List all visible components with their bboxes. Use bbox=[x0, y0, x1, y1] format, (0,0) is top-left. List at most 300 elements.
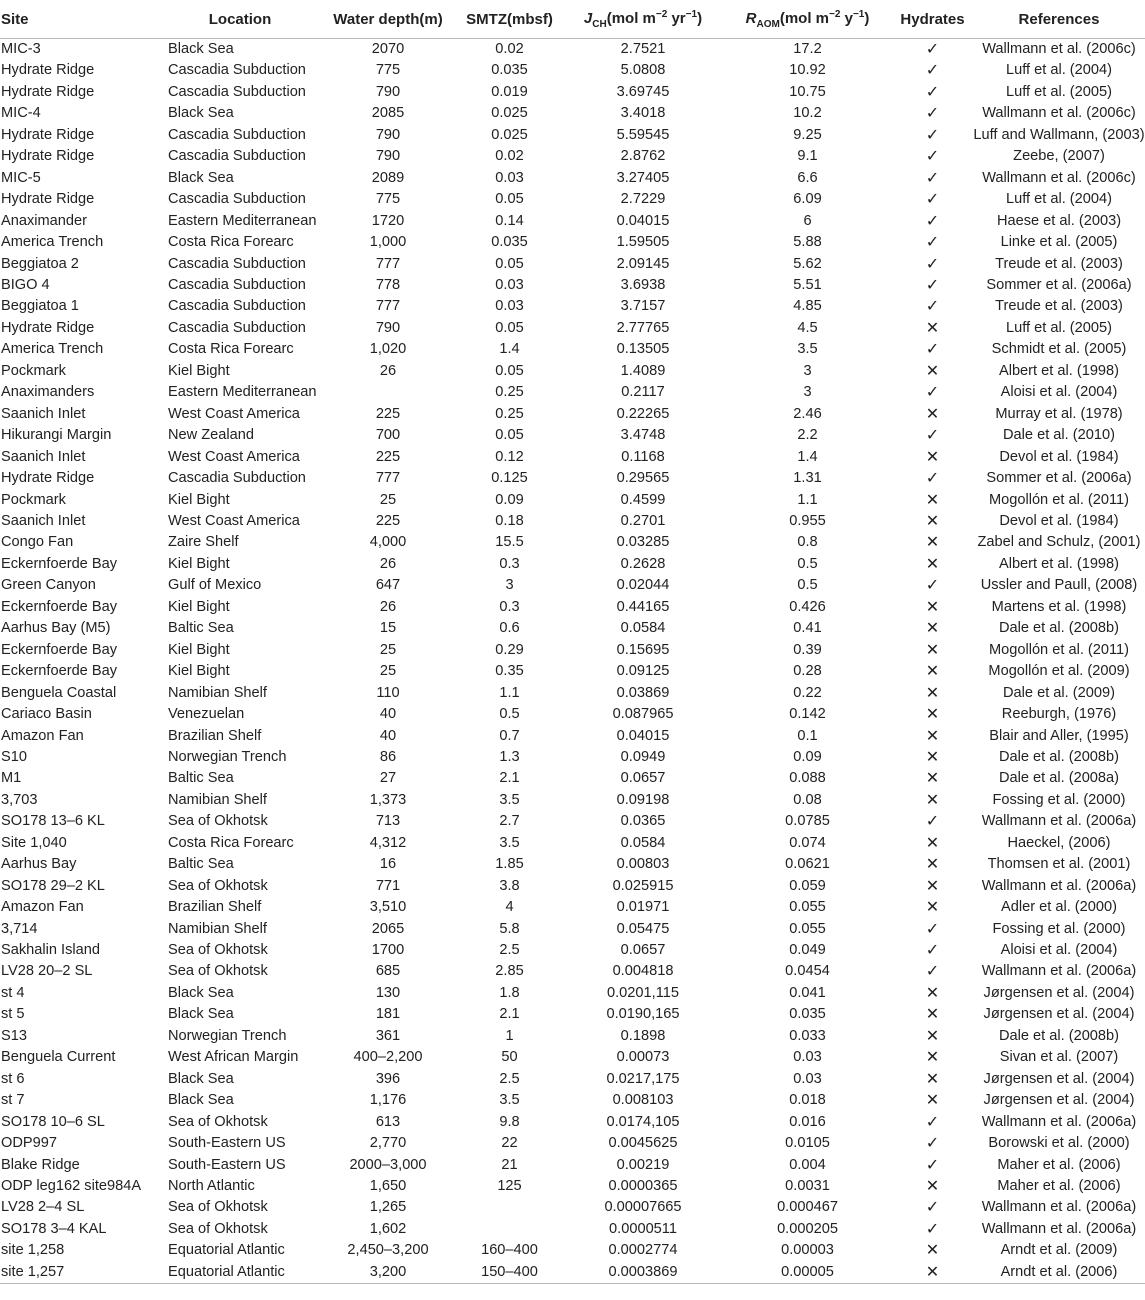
cell-raom: 0.041 bbox=[789, 984, 826, 1001]
cell-location: Brazilian Shelf bbox=[168, 727, 262, 744]
header-references: References bbox=[973, 0, 1145, 39]
cell-hydrates: ✓ bbox=[925, 1220, 940, 1238]
cell-jch: 0.087965 bbox=[612, 706, 674, 723]
cell-raom: 10.92 bbox=[789, 62, 826, 79]
cell-location: Black Sea bbox=[168, 1006, 234, 1023]
cell-jch: 0.025915 bbox=[612, 877, 674, 894]
cell-water-depth: 130 bbox=[375, 984, 401, 1001]
cell-reference: Reeburgh, (1976) bbox=[1001, 706, 1117, 723]
table-row bbox=[0, 1004, 1145, 1025]
table-row bbox=[0, 940, 1145, 961]
cell-location: West African Margin bbox=[168, 1049, 299, 1066]
cell-jch: 0.0949 bbox=[620, 748, 666, 765]
cell-location: Sea of Okhotsk bbox=[168, 1113, 268, 1130]
cell-raom: 0.033 bbox=[789, 1027, 826, 1044]
cell-location: Baltic Sea bbox=[168, 770, 234, 787]
cell-reference: Zeebe, (2007) bbox=[1013, 148, 1105, 165]
table-row bbox=[0, 854, 1145, 875]
cell-site: Aarhus Bay (M5) bbox=[1, 620, 111, 637]
table-row bbox=[0, 232, 1145, 253]
cell-smtz: 1.4 bbox=[499, 341, 520, 358]
cell-reference: Wallmann et al. (2006c) bbox=[982, 169, 1136, 186]
cell-water-depth: 1700 bbox=[371, 942, 405, 959]
cell-reference: Wallmann et al. (2006c) bbox=[982, 105, 1136, 122]
cell-jch: 2.8762 bbox=[620, 148, 666, 165]
cell-raom: 6 bbox=[803, 212, 812, 229]
cell-smtz: 0.05 bbox=[495, 191, 524, 208]
cell-raom: 0.0621 bbox=[785, 856, 830, 873]
cell-reference: Sommer et al. (2006a) bbox=[986, 470, 1132, 487]
cell-jch: 0.22265 bbox=[616, 405, 670, 422]
cell-site: America Trench bbox=[1, 341, 104, 358]
cell-smtz: 0.35 bbox=[495, 663, 524, 680]
cell-hydrates: ✓ bbox=[925, 341, 940, 359]
cell-raom: 0.1 bbox=[797, 727, 818, 744]
table-row bbox=[0, 361, 1145, 382]
cell-location: Cascadia Subduction bbox=[168, 319, 306, 336]
cell-water-depth bbox=[320, 382, 456, 403]
cell-reference: Luff et al. (2004) bbox=[1005, 191, 1112, 208]
cell-hydrates: ✓ bbox=[925, 942, 940, 960]
cell-site: Green Canyon bbox=[1, 577, 96, 594]
cell-smtz: 0.02 bbox=[495, 41, 524, 57]
cell-jch: 0.0201,115 bbox=[607, 984, 679, 1001]
cell-location: Norwegian Trench bbox=[168, 1027, 287, 1044]
cell-water-depth: 86 bbox=[379, 748, 397, 765]
cell-smtz bbox=[456, 1219, 563, 1240]
cell-hydrates: ✕ bbox=[925, 899, 940, 917]
cell-jch: 0.2628 bbox=[620, 555, 666, 572]
cell-raom: 5.88 bbox=[793, 234, 822, 251]
cell-jch: 0.04015 bbox=[616, 212, 670, 229]
cell-hydrates: ✕ bbox=[925, 856, 940, 874]
cell-reference: Luff et al. (2005) bbox=[1005, 83, 1112, 100]
cell-hydrates: ✕ bbox=[925, 1178, 940, 1196]
table-row bbox=[0, 39, 1145, 61]
cell-location: Gulf of Mexico bbox=[168, 577, 262, 594]
cell-site: Beggiatoa 2 bbox=[1, 255, 79, 272]
cell-hydrates: ✓ bbox=[925, 1156, 940, 1174]
cell-water-depth: 775 bbox=[375, 62, 401, 79]
cell-water-depth: 27 bbox=[379, 770, 397, 787]
cell-raom: 0.03 bbox=[793, 1070, 822, 1087]
cell-hydrates: ✕ bbox=[925, 834, 940, 852]
cell-reference: Schmidt et al. (2005) bbox=[991, 341, 1127, 358]
cell-location: Eastern Mediterranean bbox=[168, 384, 317, 401]
cell-hydrates: ✕ bbox=[925, 598, 940, 616]
cell-jch: 5.0808 bbox=[620, 62, 666, 79]
header-raom: $R_{AOM}(mol$ $m^{-2}$ $y^{-1}$) bbox=[723, 0, 892, 39]
cell-smtz: 3 bbox=[505, 577, 514, 594]
cell-reference: Zabel and Schulz, (2001) bbox=[977, 534, 1141, 551]
cell-location: Baltic Sea bbox=[168, 620, 234, 637]
cell-hydrates: ✓ bbox=[925, 148, 940, 166]
cell-jch: 0.0365 bbox=[620, 813, 666, 830]
cell-jch: 0.0000511 bbox=[609, 1220, 677, 1237]
cell-site: 3,703 bbox=[1, 791, 38, 808]
cell-jch: 0.0174,105 bbox=[606, 1113, 680, 1130]
header-jch: $J_{CH}(mol$ $m^{-2}$ $yr^{-1}$) bbox=[563, 0, 723, 39]
cell-site: SO178 13–6 KL bbox=[1, 813, 105, 830]
cell-raom: 10.2 bbox=[793, 105, 822, 122]
table-row bbox=[0, 532, 1145, 553]
cell-smtz: 0.019 bbox=[491, 83, 528, 100]
table-row bbox=[0, 1026, 1145, 1047]
cell-water-depth: 1,650 bbox=[369, 1178, 407, 1195]
cell-raom: 0.000467 bbox=[777, 1199, 838, 1216]
cell-raom: 0.41 bbox=[793, 620, 822, 637]
cell-site: site 1,257 bbox=[0, 1262, 160, 1284]
cell-location: Zaire Shelf bbox=[168, 534, 239, 551]
cell-water-depth: 110 bbox=[376, 684, 400, 701]
cell-water-depth: 1,020 bbox=[369, 341, 407, 358]
cell-location: South-Eastern US bbox=[168, 1156, 286, 1173]
cell-smtz: 0.09 bbox=[495, 491, 524, 508]
cell-hydrates: ✓ bbox=[925, 83, 940, 101]
cell-location: Cascadia Subduction bbox=[168, 276, 306, 293]
cell-water-depth: 713 bbox=[375, 813, 401, 830]
table-row bbox=[0, 296, 1145, 317]
cell-hydrates: ✕ bbox=[925, 512, 940, 530]
cell-smtz: 2.5 bbox=[499, 1070, 520, 1087]
cell-site: SO178 29–2 KL bbox=[1, 877, 105, 894]
header-smtz: SMTZ(mbsf) bbox=[456, 0, 563, 39]
cell-hydrates: ✓ bbox=[925, 169, 940, 187]
cell-jch: 0.03285 bbox=[616, 534, 670, 551]
cell-raom: 0.09 bbox=[793, 748, 822, 765]
cell-jch: 0.1898 bbox=[620, 1027, 666, 1044]
cell-site: ODP997 bbox=[1, 1135, 57, 1152]
cell-site: LV28 2–4 SL bbox=[1, 1199, 85, 1216]
cell-raom: 3 bbox=[803, 362, 812, 379]
table-row bbox=[0, 1155, 1145, 1176]
table-row bbox=[0, 747, 1145, 768]
header-hydrates: Hydrates bbox=[892, 0, 973, 39]
cell-jch: 0.09125 bbox=[616, 663, 670, 680]
cell-jch: 0.4599 bbox=[620, 491, 666, 508]
cell-jch: 0.01971 bbox=[616, 899, 670, 916]
cell-reference: Arndt et al. (2009) bbox=[1000, 1242, 1118, 1259]
header-site: Site bbox=[0, 0, 160, 39]
cell-jch: 0.00007665 bbox=[604, 1199, 682, 1216]
cell-smtz: 1.85 bbox=[495, 856, 524, 873]
cell-smtz: 125 bbox=[497, 1178, 522, 1195]
cell-site: Congo Fan bbox=[1, 534, 74, 551]
cell-site: Anaximander bbox=[1, 212, 87, 229]
cell-smtz: 0.03 bbox=[495, 169, 524, 186]
cell-hydrates: ✕ bbox=[925, 1070, 940, 1088]
cell-water-depth: 2000–3,000 bbox=[349, 1156, 427, 1173]
table-row bbox=[0, 189, 1145, 210]
cell-reference: Dale et al. (2010) bbox=[1003, 427, 1115, 444]
cell-smtz: 0.05 bbox=[495, 255, 524, 272]
cell-hydrates: ✓ bbox=[925, 963, 940, 981]
cell-water-depth: 225 bbox=[375, 512, 401, 529]
cell-location: Black Sea bbox=[168, 105, 234, 122]
cell-location: Black Sea bbox=[168, 1070, 234, 1087]
table-row bbox=[0, 146, 1145, 167]
cell-water-depth: 26 bbox=[379, 362, 397, 379]
cell-raom: 0.059 bbox=[789, 877, 826, 894]
cell-smtz: 2.5 bbox=[499, 942, 520, 959]
cell-hydrates: ✕ bbox=[925, 706, 940, 724]
cell-location: Kiel Bight bbox=[168, 663, 230, 680]
cell-jch: 0.02044 bbox=[616, 577, 670, 594]
cell-site: BIGO 4 bbox=[1, 276, 50, 293]
cell-site: Saanich Inlet bbox=[1, 512, 86, 529]
cell-water-depth: 1,000 bbox=[369, 234, 407, 251]
cell-water-depth: 777 bbox=[375, 255, 401, 272]
cell-reference: Dale et al. (2009) bbox=[1003, 684, 1115, 701]
cell-reference: Wallmann et al. (2006a) bbox=[981, 813, 1137, 830]
cell-location: Sea of Okhotsk bbox=[168, 813, 268, 830]
cell-jch: 0.004818 bbox=[612, 963, 674, 980]
cell-raom: 0.000205 bbox=[777, 1220, 838, 1237]
cell-location: Cascadia Subduction bbox=[168, 148, 306, 165]
cell-smtz: 0.025 bbox=[491, 105, 528, 122]
cell-location: Sea of Okhotsk bbox=[168, 877, 268, 894]
table-row bbox=[0, 768, 1145, 789]
cell-location: Venezuelan bbox=[168, 706, 245, 723]
cell-water-depth: 26 bbox=[379, 598, 397, 615]
cell-location: Kiel Bight bbox=[168, 491, 230, 508]
cell-reference: Luff et al. (2004) bbox=[1005, 62, 1112, 79]
cell-smtz: 3.5 bbox=[499, 834, 520, 851]
cell-site: America Trench bbox=[1, 234, 104, 251]
cell-site: Saanich Inlet bbox=[1, 405, 86, 422]
header-water-depth: Water depth(m) bbox=[320, 0, 456, 39]
cell-reference: Albert et al. (1998) bbox=[998, 362, 1120, 379]
table-row bbox=[0, 811, 1145, 832]
cell-smtz: 0.7 bbox=[499, 727, 520, 744]
cell-hydrates: ✓ bbox=[925, 276, 940, 294]
cell-hydrates: ✕ bbox=[925, 791, 940, 809]
cell-site: Hydrate Ridge bbox=[1, 148, 95, 165]
cell-jch: 1.4089 bbox=[620, 362, 666, 379]
cell-reference: Murray et al. (1978) bbox=[995, 405, 1123, 422]
cell-site: Pockmark bbox=[1, 362, 66, 379]
cell-water-depth: 1,602 bbox=[369, 1220, 407, 1237]
cell-hydrates: ✕ bbox=[925, 1242, 940, 1260]
cell-hydrates: ✓ bbox=[925, 126, 940, 144]
cell-reference: Devol et al. (1984) bbox=[999, 512, 1119, 529]
table-row bbox=[0, 511, 1145, 532]
cell-water-depth: 777 bbox=[375, 470, 401, 487]
cell-raom: 0.426 bbox=[789, 598, 826, 615]
cell-water-depth: 4,312 bbox=[369, 834, 407, 851]
cell-jch: 0.04015 bbox=[616, 727, 670, 744]
cell-raom: 0.03 bbox=[793, 1049, 822, 1066]
cell-reference: Wallmann et al. (2006a) bbox=[981, 877, 1137, 894]
cell-water-depth: 700 bbox=[375, 427, 401, 444]
table-row bbox=[0, 1047, 1145, 1068]
cell-location: Costa Rica Forearc bbox=[168, 341, 294, 358]
cell-hydrates: ✓ bbox=[925, 470, 940, 488]
cell-water-depth: 225 bbox=[375, 405, 401, 422]
cell-hydrates: ✕ bbox=[925, 448, 940, 466]
cell-site: Hydrate Ridge bbox=[1, 62, 95, 79]
table-row bbox=[0, 897, 1145, 918]
table-row bbox=[0, 575, 1145, 596]
table-row bbox=[0, 661, 1145, 682]
cell-reference: Fossing et al. (2000) bbox=[992, 791, 1126, 808]
cell-hydrates: ✓ bbox=[925, 191, 940, 209]
cell-reference: Dale et al. (2008a) bbox=[998, 770, 1120, 787]
cell-location: Cascadia Subduction bbox=[168, 298, 306, 315]
cell-hydrates: ✕ bbox=[925, 641, 940, 659]
cell-site: Eckernfoerde Bay bbox=[1, 663, 118, 680]
table-row bbox=[0, 983, 1145, 1004]
cell-site: LV28 20–2 SL bbox=[1, 963, 93, 980]
cell-site: SO178 10–6 SL bbox=[1, 1113, 105, 1130]
table-row bbox=[0, 125, 1145, 146]
cell-location: Kiel Bight bbox=[168, 555, 230, 572]
cell-raom: 5.51 bbox=[793, 276, 822, 293]
cell-reference: Adler et al. (2000) bbox=[1000, 899, 1117, 916]
cell-reference: Jørgensen et al. (2004) bbox=[983, 1092, 1135, 1109]
cell-reference: Dale et al. (2008b) bbox=[998, 620, 1120, 637]
cell-water-depth: 790 bbox=[375, 319, 401, 336]
cell-jch: 0.09198 bbox=[616, 791, 670, 808]
cell-smtz: 150–400 bbox=[456, 1262, 563, 1284]
cell-reference: Sivan et al. (2007) bbox=[999, 1049, 1119, 1066]
cell-jch: 0.2117 bbox=[621, 384, 665, 401]
table-row bbox=[0, 275, 1145, 296]
cell-water-depth: 396 bbox=[375, 1070, 401, 1087]
cell-raom: 0.035 bbox=[789, 1006, 826, 1023]
cell-location: Black Sea bbox=[168, 41, 234, 57]
table-row bbox=[0, 1219, 1145, 1240]
cell-smtz: 0.05 bbox=[495, 362, 524, 379]
cell-smtz: 50 bbox=[501, 1049, 518, 1066]
cell-hydrates: ✓ bbox=[925, 234, 940, 252]
cell-reference: Aloisi et al. (2004) bbox=[1000, 942, 1118, 959]
cell-site: Hydrate Ridge bbox=[1, 191, 95, 208]
cell-jch: 3.27405 bbox=[616, 169, 670, 186]
cell-jch: 2.77765 bbox=[616, 319, 670, 336]
cell-site: site 1,258 bbox=[1, 1242, 65, 1259]
cell-jch: 0.00073 bbox=[616, 1049, 670, 1066]
cell-raom: 0.28 bbox=[793, 663, 822, 680]
cell-location: Sea of Okhotsk bbox=[168, 1199, 268, 1216]
cell-location: Cascadia Subduction bbox=[168, 470, 306, 487]
cell-raom: 0.055 bbox=[789, 920, 826, 937]
cell-smtz: 21 bbox=[501, 1156, 518, 1173]
cell-water-depth: 778 bbox=[375, 276, 401, 293]
cell-site: 3,714 bbox=[1, 920, 38, 937]
cell-raom: 9.1 bbox=[797, 148, 818, 165]
cell-reference: Ussler and Paull, (2008) bbox=[980, 577, 1138, 594]
cell-smtz: 0.125 bbox=[491, 470, 528, 487]
cell-site: Hydrate Ridge bbox=[1, 83, 95, 100]
cell-smtz: 1.8 bbox=[499, 984, 520, 1001]
cell-location: Baltic Sea bbox=[168, 856, 234, 873]
table-row bbox=[0, 103, 1145, 124]
cell-jch: 0.0657 bbox=[620, 942, 666, 959]
cell-smtz: 0.05 bbox=[495, 319, 524, 336]
cell-location: North Atlantic bbox=[168, 1178, 255, 1195]
cell-reference: Treude et al. (2003) bbox=[995, 298, 1123, 315]
cell-location: Cascadia Subduction bbox=[168, 126, 306, 143]
cell-site: st 4 bbox=[1, 984, 25, 1001]
cell-site: Cariaco Basin bbox=[1, 706, 92, 723]
cell-location: Cascadia Subduction bbox=[168, 255, 306, 272]
cell-hydrates: ✓ bbox=[925, 1135, 940, 1153]
table-row bbox=[0, 1197, 1145, 1218]
cell-jch: 0.0045625 bbox=[608, 1135, 678, 1152]
cell-hydrates: ✓ bbox=[925, 577, 940, 595]
cell-jch: 3.4018 bbox=[620, 105, 666, 122]
cell-smtz: 0.25 bbox=[495, 405, 524, 422]
cell-water-depth: 40 bbox=[379, 727, 397, 744]
cell-smtz bbox=[456, 1197, 563, 1218]
cell-site: st 6 bbox=[1, 1070, 25, 1087]
cell-jch: 3.4748 bbox=[620, 427, 666, 444]
cell-location: Sea of Okhotsk bbox=[168, 942, 268, 959]
cell-hydrates: ✕ bbox=[925, 770, 940, 788]
cell-hydrates: ✕ bbox=[925, 1027, 940, 1045]
table-row bbox=[0, 447, 1145, 468]
cell-raom: 6.6 bbox=[797, 169, 818, 186]
cell-location: West Coast America bbox=[168, 512, 300, 529]
cell-location: Eastern Mediterranean bbox=[168, 212, 317, 229]
table-row bbox=[0, 1090, 1145, 1111]
table-row bbox=[0, 597, 1145, 618]
cell-site: S10 bbox=[1, 748, 27, 765]
cell-hydrates: ✓ bbox=[925, 212, 940, 230]
cell-hydrates: ✓ bbox=[925, 920, 940, 938]
cell-smtz: 1.3 bbox=[499, 748, 520, 765]
cell-site: Aarhus Bay bbox=[1, 856, 77, 873]
cell-location: Cascadia Subduction bbox=[168, 191, 306, 208]
cell-water-depth: 3,200 bbox=[320, 1262, 456, 1284]
table-row bbox=[0, 726, 1145, 747]
cell-raom: 0.142 bbox=[789, 706, 826, 723]
cell-raom: 5.62 bbox=[793, 255, 822, 272]
cell-jch: 0.0003869 bbox=[563, 1262, 723, 1284]
cell-water-depth: 2,770 bbox=[369, 1135, 407, 1152]
cell-site: M1 bbox=[1, 770, 22, 787]
table-row bbox=[0, 704, 1145, 725]
cell-reference: Fossing et al. (2000) bbox=[992, 920, 1126, 937]
table-row bbox=[0, 790, 1145, 811]
cell-smtz: 5.8 bbox=[499, 920, 520, 937]
table-row bbox=[0, 60, 1145, 81]
table-row bbox=[0, 640, 1145, 661]
table-row bbox=[0, 318, 1145, 339]
cell-smtz: 1 bbox=[505, 1027, 514, 1044]
table-row bbox=[0, 618, 1145, 639]
cell-location: New Zealand bbox=[168, 427, 254, 444]
table-row bbox=[0, 404, 1145, 425]
cell-water-depth: 685 bbox=[375, 963, 401, 980]
cell-jch: 0.00219 bbox=[616, 1156, 670, 1173]
cell-site: Pockmark bbox=[1, 491, 66, 508]
cell-site: Eckernfoerde Bay bbox=[1, 598, 118, 615]
cell-raom: 9.25 bbox=[793, 126, 822, 143]
cell-reference: Mogollón et al. (2009) bbox=[988, 663, 1130, 680]
cell-site: Anaximanders bbox=[1, 384, 95, 401]
table-row bbox=[0, 468, 1145, 489]
cell-smtz: 2.7 bbox=[499, 813, 520, 830]
table-row bbox=[0, 425, 1145, 446]
cell-water-depth: 790 bbox=[375, 83, 401, 100]
cell-hydrates: ✕ bbox=[925, 319, 940, 337]
cell-water-depth: 2,450–3,200 bbox=[347, 1242, 429, 1259]
cell-hydrates: ✕ bbox=[925, 1006, 940, 1024]
cell-reference: Dale et al. (2008b) bbox=[998, 1027, 1120, 1044]
cell-water-depth: 1,373 bbox=[369, 791, 407, 808]
